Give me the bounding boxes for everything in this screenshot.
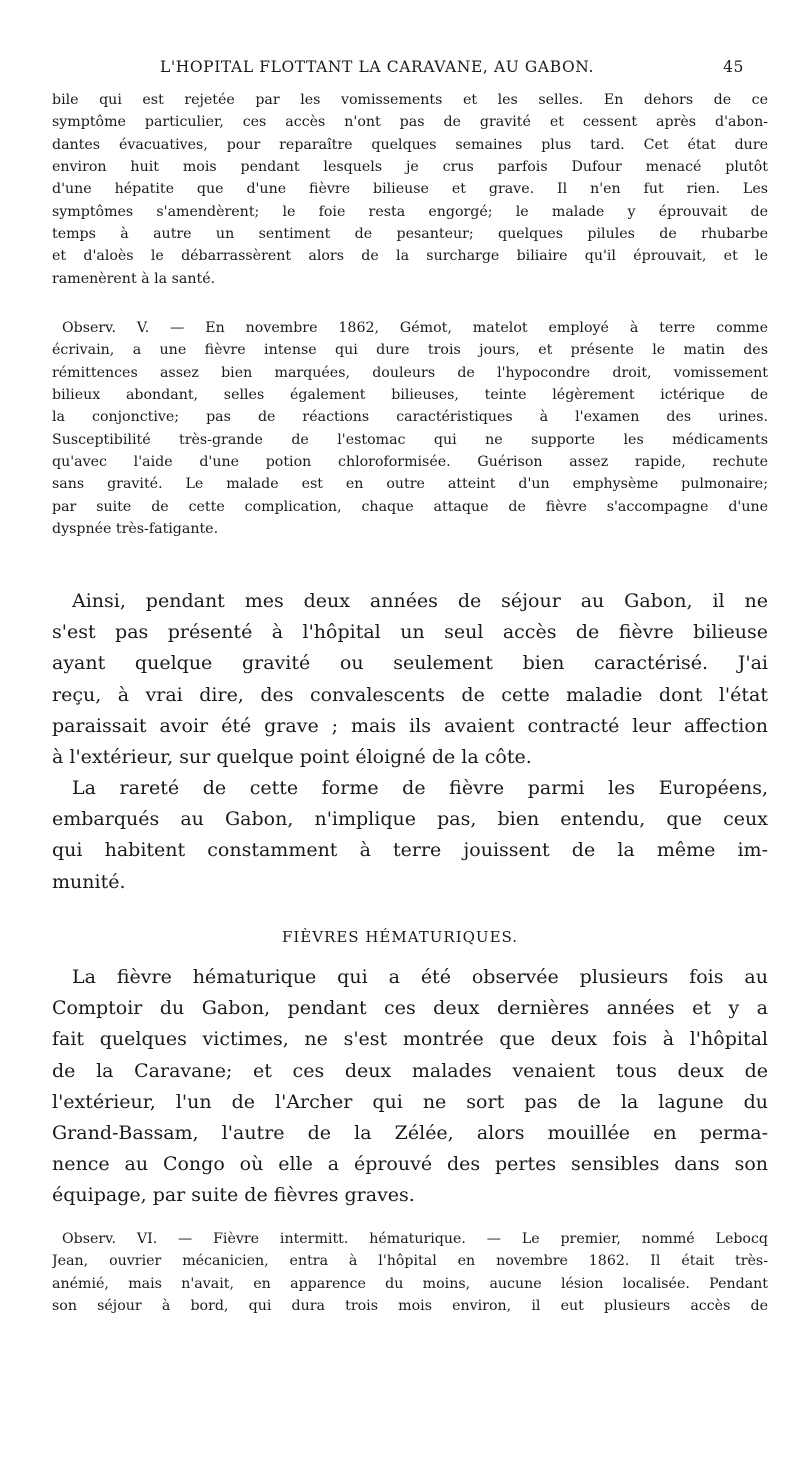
text-line: fait quelques victimes, ne s'est montrée que deux fois à l'hôpital bbox=[52, 1028, 768, 1051]
text-line: bilieux abondant, selles également bilieuses, teinte légèrement ictérique de bbox=[52, 387, 768, 404]
text-line: symptômes s'amendèrent; le foie resta engorgé; le malade y éprouvait de bbox=[52, 203, 768, 220]
running-header bbox=[160, 58, 744, 84]
text-line: d'une hépatite que d'une fièvre bilieuse et grave. Il n'en fut rien. Les bbox=[52, 181, 768, 198]
text-line: ramenèrent à la santé. bbox=[52, 270, 216, 287]
text-line: environ huit mois pendant lesquels je crus parfois Dufour menacé plutôt bbox=[52, 159, 768, 176]
text-line: Susceptibilité très-grande de l'estomac qui ne supporte les médicaments bbox=[52, 431, 768, 448]
text-line: bile qui est rejetée par les vomissements et les selles. En dehors de ce bbox=[52, 92, 768, 108]
page-number: 45 bbox=[723, 58, 744, 76]
text-line: Grand-Bassam, l'autre de la Zélée, alors mouillée en perma- bbox=[52, 1121, 768, 1144]
text-line: écrivain, a une fièvre intense qui dure trois jours, et présente le matin des bbox=[52, 342, 768, 359]
text-line: rémittences assez bien marquées, douleurs de l'hypocondre droit, vomissement bbox=[52, 364, 768, 381]
paragraph-ainsi bbox=[52, 586, 768, 773]
text-line: l'extérieur, l'un de l'Archer qui ne sort pas de la lagune du bbox=[52, 1090, 768, 1113]
text-line: par suite de cette complication, chaque attaque de fièvre s'accompagne d'une bbox=[52, 498, 768, 515]
text-line: Ainsi, pendant mes deux années de séjour au Gabon, il ne bbox=[72, 590, 768, 612]
text-line: Observ. V. — En novembre 1862, Gémot, matelot employé à terre comme bbox=[62, 320, 768, 336]
text-line: de la Caravane; et ces deux malades venaient tous deux de bbox=[52, 1059, 768, 1082]
text-line: embarqués au Gabon, n'implique pas, bien entendu, que ceux bbox=[52, 808, 768, 831]
text-line: anémié, mais n'avait, en apparence du moins, aucune lésion localisée. Pendant bbox=[52, 1275, 768, 1292]
text-line: qu'avec l'aide d'une potion chloroformisée. Guérison assez rapide, rechute bbox=[52, 454, 768, 471]
text-line: s'est pas présenté à l'hôpital un seul accès de fièvre bilieuse bbox=[52, 621, 768, 644]
text-line: nence au Congo où elle a éprouvé des pertes sensibles dans son bbox=[52, 1153, 768, 1176]
text-line: symptôme particulier, ces accès n'ont pas de gravité et cessent après d'abon- bbox=[52, 114, 768, 131]
section-heading: FIÈVRES HÉMATURIQUES. bbox=[281, 928, 519, 946]
text-line: Observ. VI. — Fièvre intermitt. hématurique. — Le premier, nommé Lebocq bbox=[62, 1231, 768, 1247]
text-line: Jean, ouvrier mécanicien, entra à l'hôpital en novembre 1862. Il était très- bbox=[52, 1253, 768, 1270]
running-title: L'HOPITAL FLOTTANT LA CARAVANE, AU GABON. bbox=[160, 58, 594, 76]
observation-6 bbox=[52, 1228, 768, 1317]
text-line: reçu, à vrai dire, des convalescents de cette maladie dont l'état bbox=[52, 683, 768, 706]
text-line: à l'extérieur, sur quelque point éloigné de la côte. bbox=[52, 745, 532, 768]
text-line: dantes évacuatives, pour reparaître quelques semaines plus tard. Cet état dure bbox=[52, 136, 768, 153]
text-line: dyspnée très-fatigante. bbox=[52, 521, 219, 538]
text-line: sans gravité. Le malade est en outre atteint d'un emphysème pulmonaire; bbox=[52, 476, 768, 493]
paragraph-rarete bbox=[52, 773, 768, 898]
observation-5 bbox=[52, 317, 768, 540]
text-line: ayant quelque gravité ou seulement bien caractérisé. J'ai bbox=[52, 652, 768, 675]
paragraph-hematurique bbox=[52, 962, 768, 1212]
text-line: paraissait avoir été grave ; mais ils avaient contracté leur affection bbox=[52, 714, 768, 737]
text-line: Comptoir du Gabon, pendant ces deux dernières années et y a bbox=[52, 997, 768, 1020]
paragraph-dufour bbox=[52, 89, 768, 290]
text-line: son séjour à bord, qui dura trois mois environ, il eut plusieurs accès de bbox=[52, 1298, 768, 1315]
text-line: munité. bbox=[52, 870, 126, 893]
text-line: la conjonctive; pas de réactions caractéristiques à l'examen des urines. bbox=[52, 409, 768, 426]
text-line: qui habitent constamment à terre jouissent de la même im- bbox=[52, 839, 768, 862]
text-line: La fièvre hématurique qui a été observée plusieurs fois au bbox=[72, 966, 768, 988]
text-line: temps à autre un sentiment de pesanteur; quelques pilules de rhubarbe bbox=[52, 226, 768, 243]
text-line: et d'aloès le débarrassèrent alors de la surcharge biliaire qu'il éprouvait, et le bbox=[52, 248, 768, 265]
text-line: La rareté de cette forme de fièvre parmi les Européens, bbox=[72, 777, 768, 799]
text-line: équipage, par suite de fièvres graves. bbox=[52, 1184, 415, 1207]
